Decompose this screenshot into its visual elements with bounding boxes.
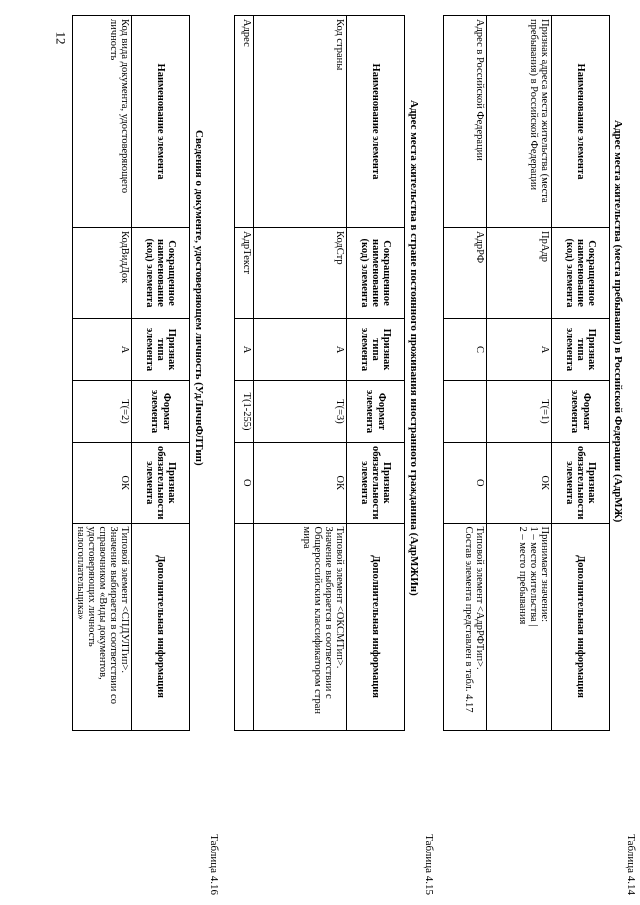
- column-header: Формат элемента: [132, 381, 190, 443]
- header-row: [347, 16, 405, 731]
- table-cell: ПрАдр: [487, 228, 552, 319]
- table-row: [487, 16, 552, 731]
- table-cell: ОК: [73, 443, 132, 524]
- table-cell: Код вида документа, удостоверяющего личность: [73, 16, 132, 228]
- table-cell: ОК: [487, 443, 552, 524]
- column-header: Наименование элемента: [552, 16, 610, 228]
- table-row: [235, 16, 254, 731]
- column-header: Сокращенное наименование (код) элемента: [552, 228, 610, 319]
- table-cell: АдрРФ: [444, 228, 487, 319]
- column-header: Сокращенное наименование (код) элемента: [132, 228, 190, 319]
- header-row: [132, 16, 190, 731]
- column-header: Дополнительная информация: [132, 523, 190, 730]
- table-title-4-14: Адрес места жительства (места пребывания) в Российской Федерации (АдрМЖ): [612, 120, 624, 523]
- table-title-4-16: Сведения о документе, удостоверяющем личность (УдЛичнФЛТип): [193, 130, 205, 466]
- column-header: Признак обязательности элемента: [132, 443, 190, 524]
- column-header: Сокращенное наименование (код) элемента: [347, 228, 405, 319]
- table-cell: О: [235, 443, 254, 524]
- table-cell: Т(=1): [487, 381, 552, 443]
- table-4-16: [72, 15, 190, 731]
- table-cell: С: [444, 319, 487, 381]
- page-number: 12: [53, 31, 69, 45]
- info-cell: Типовой элемент <АдрРФТип>. Состав элемента представлен в табл. 4.17: [444, 523, 487, 730]
- info-cell: [235, 523, 254, 730]
- table-row: [254, 16, 347, 731]
- column-header: Дополнительная информация: [347, 523, 405, 730]
- table-cell: Т(=2): [73, 381, 132, 443]
- column-header: Признак обязательности элемента: [347, 443, 405, 524]
- table-cell: Признак адреса места жительства (места пребывания) в Российской Федерации: [487, 16, 552, 228]
- table-cell: А: [254, 319, 347, 381]
- table-cell: ОК: [254, 443, 347, 524]
- header-row: [552, 16, 610, 731]
- table-cell: Код страны: [254, 16, 347, 228]
- column-header: Наименование элемента: [132, 16, 190, 228]
- table-4-15: [234, 15, 405, 731]
- table-cell: КодВидДок: [73, 228, 132, 319]
- column-header: Формат элемента: [552, 381, 610, 443]
- table-label-4-15: Таблица 4.15: [423, 834, 435, 895]
- table-row: [444, 16, 487, 731]
- table-cell: Адрес в Российской Федерации: [444, 16, 487, 228]
- info-cell: Типовой элемент <ОКСМТип>. Значение выбирается в соответствии с Общероссийским классификатором стран мира: [254, 523, 347, 730]
- table-cell: О: [444, 443, 487, 524]
- column-header: Наименование элемента: [347, 16, 405, 228]
- table-4-14: [443, 15, 610, 731]
- table-cell: А: [487, 319, 552, 381]
- table-cell: АдрТекст: [235, 228, 254, 319]
- table-cell: КодСтр: [254, 228, 347, 319]
- table-cell: А: [73, 319, 132, 381]
- table-cell: [444, 381, 487, 443]
- table-row: [73, 16, 132, 731]
- table-cell: Т(1-255): [235, 381, 254, 443]
- table-cell: А: [235, 319, 254, 381]
- info-cell: Принимает значение: 1 – место жительства | 2 – место пребывания: [487, 523, 552, 730]
- column-header: Дополнительная информация: [552, 523, 610, 730]
- table-label-4-16: Таблица 4.16: [208, 834, 220, 895]
- table-cell: Адрес: [235, 16, 254, 228]
- column-header: Признак типа элемента: [132, 319, 190, 381]
- column-header: Формат элемента: [347, 381, 405, 443]
- table-cell: Т(=3): [254, 381, 347, 443]
- table-title-4-15: Адрес места жительства в стране постоянного проживания иностранного гражданина (АдрМЖИн): [408, 100, 420, 596]
- info-cell: Типовой элемент <СПДУЛТип>. Значение выбирается в соответствии со справочником «Виды документов, удостоверяющих личность налогоплательщика»: [73, 523, 132, 730]
- table-label-4-14: Таблица 4.14: [625, 834, 637, 895]
- column-header: Признак обязательности элемента: [552, 443, 610, 524]
- column-header: Признак типа элемента: [347, 319, 405, 381]
- column-header: Признак типа элемента: [552, 319, 610, 381]
